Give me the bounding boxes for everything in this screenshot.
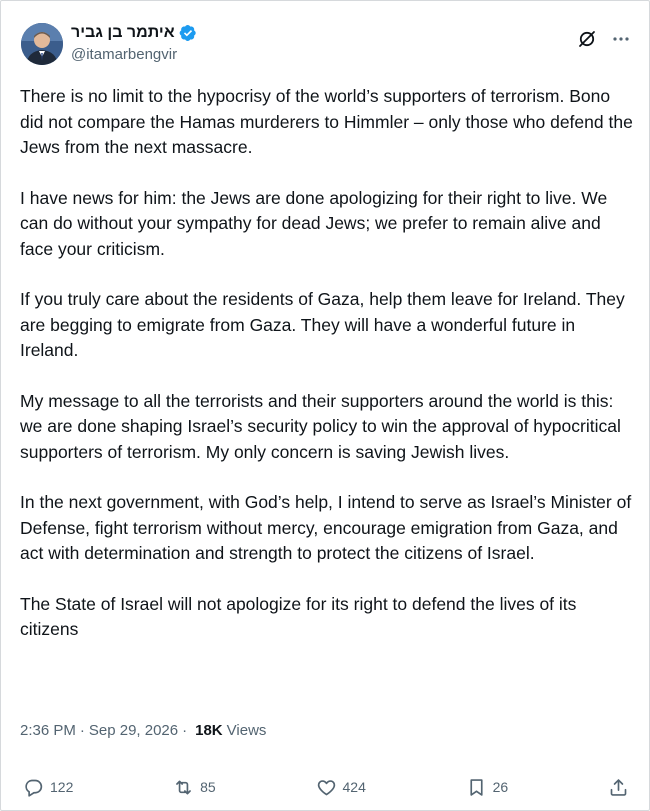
tweet-paragraph-1: There is no limit to the hypocrisy of the world’s supporters of terrorism. Bono did not compare the Hamas murderers to Himmler – only those who defend the Jews from the next massacre. (20, 86, 633, 157)
meta-separator: · (79, 722, 85, 739)
more-options-icon[interactable] (611, 29, 631, 49)
share-icon (608, 777, 629, 798)
header-actions (577, 29, 631, 49)
tweet-date[interactable]: Sep 29, 2026 (88, 722, 179, 739)
reply-button[interactable] (23, 777, 73, 798)
heart-icon (316, 777, 337, 798)
author-handle[interactable]: @itamarbengvir (71, 46, 178, 63)
tweet-header (21, 23, 631, 73)
author-display-name[interactable]: איתמר בן גביר (71, 24, 175, 41)
meta-separator: · (182, 722, 188, 739)
tweet-paragraph-2: I have news for him: the Jews are done apologizing for their right to live. We can do without your sympathy for dead Jews; we prefer to remain alive and face your criticism. (20, 187, 608, 259)
tweet-paragraph-6: The State of Israel will not apologize for its right to defend the lives of its citizens (20, 593, 577, 639)
avatar-image (21, 23, 63, 65)
tweet-paragraph-5: In the next government, with God’s help, I intend to serve as Israel’s Minister of Defense, fight terrorism without mercy, encourage emigration from Gaza, and act with determination and strength to protect the citizens of Israel. (20, 492, 632, 563)
grok-icon[interactable] (577, 29, 597, 49)
author-info (71, 23, 197, 63)
repost-icon (173, 777, 194, 798)
tweet-actions (23, 773, 629, 801)
views-count: 18K (195, 722, 223, 739)
bookmark-count: 26 (492, 779, 509, 795)
reply-count: 122 (50, 779, 74, 795)
avatar[interactable] (21, 23, 63, 65)
verified-badge-icon (179, 24, 197, 42)
like-count: 424 (342, 779, 366, 795)
share-button[interactable] (608, 777, 629, 798)
tweet-text (20, 84, 634, 668)
bookmark-button[interactable] (466, 777, 509, 798)
tweet-paragraph-3: If you truly care about the residents of Gaza, help them leave for Ireland. They are begging to emigrate from Gaza. They will have a wonderful future in Ireland. (20, 289, 625, 360)
tweet-time[interactable]: 2:36 PM (20, 722, 76, 739)
name-row (71, 23, 197, 43)
repost-button[interactable] (173, 777, 216, 798)
views-label: Views (226, 722, 267, 739)
bookmark-icon (466, 777, 487, 798)
reply-icon (23, 777, 44, 798)
tweet-meta (20, 722, 266, 739)
tweet-paragraph-4: My message to all the terrorists and their supporters around the world is this: we are done shaping Israel’s security policy to win the approval of hypocritical supporters of terrorism. My only concern is saving Jewish lives. (20, 390, 621, 462)
like-button[interactable] (316, 777, 366, 798)
repost-count: 85 (200, 779, 216, 795)
